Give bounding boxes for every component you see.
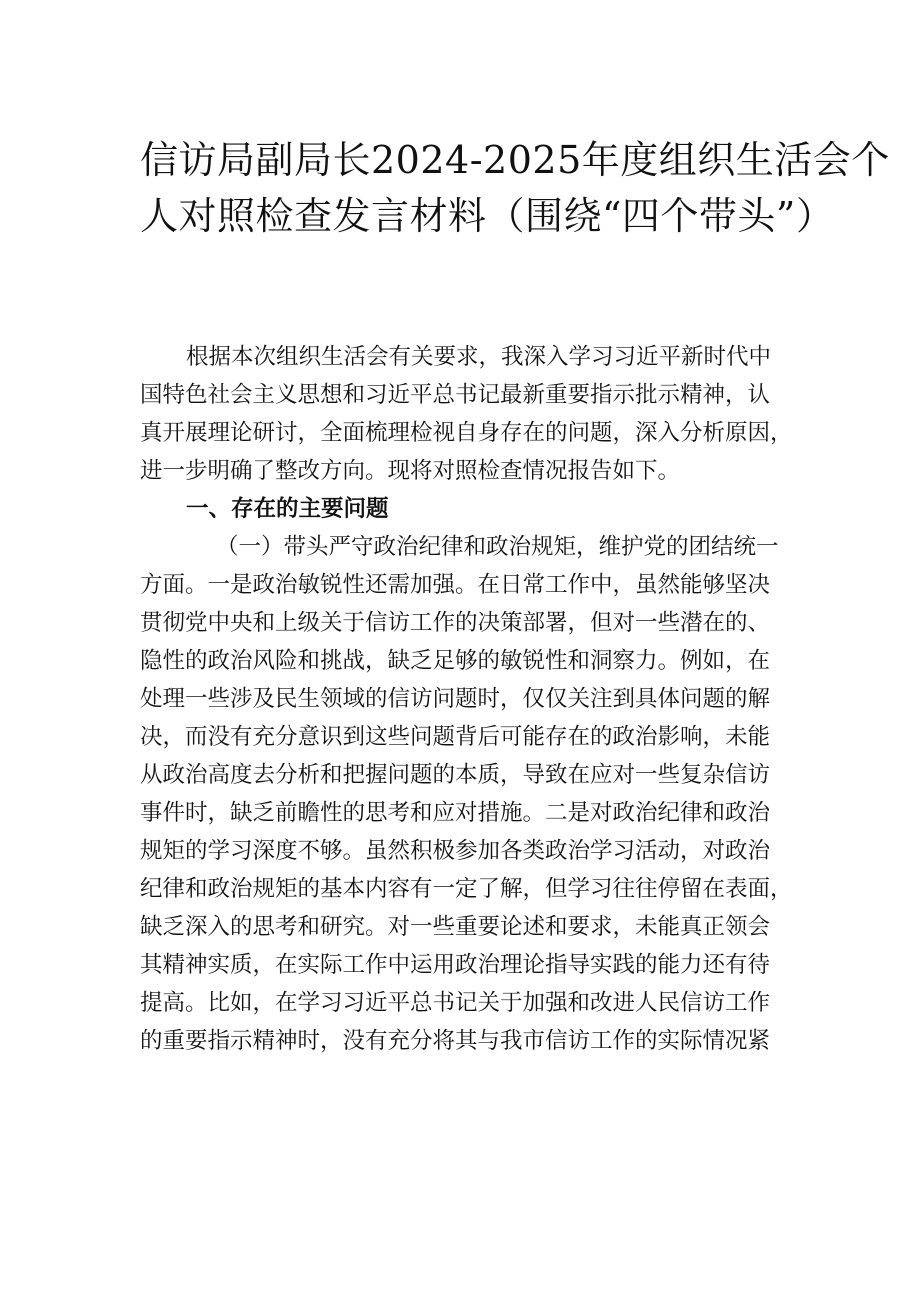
paragraph-line: 决，而没有充分意识到这些问题背后可能存在的政治影响，未能 — [140, 724, 771, 750]
paragraph-line: 处理一些涉及民生领域的信访问题时，仅仅关注到具体问题的解 — [140, 686, 771, 712]
paragraph-line: 真开展理论研讨，全面梳理检视自身存在的问题，深入分析原因， — [140, 420, 793, 446]
document-title — [140, 132, 890, 244]
paragraph-line: 的重要指示精神时，没有充分将其与我市信访工作的实际情况紧 — [140, 1028, 771, 1054]
paragraph-line: 提高。比如，在学习习近平总书记关于加强和改进人民信访工作 — [140, 990, 771, 1016]
intro-paragraph — [140, 338, 800, 490]
document-body — [140, 338, 800, 1060]
body-paragraph — [140, 528, 800, 1060]
paragraph-line: 隐性的政治风险和挑战，缺乏足够的敏锐性和洞察力。例如，在 — [140, 648, 771, 674]
section-heading: 一、存在的主要问题 — [186, 496, 389, 522]
paragraph-line: 根据本次组织生活会有关要求，我深入学习习近平新时代中 — [186, 344, 772, 370]
paragraph-line: 事件时，缺乏前瞻性的思考和应对措施。二是对政治纪律和政治 — [140, 800, 771, 826]
title-line: 信访局副局长2024-2025年度组织生活会个 — [140, 138, 890, 182]
paragraph-line: 规矩的学习深度不够。虽然积极参加各类政治学习活动，对政治 — [140, 838, 771, 864]
paragraph-line: 缺乏深入的思考和研究。对一些重要论述和要求，未能真正领会 — [140, 914, 771, 940]
paragraph-line: 其精神实质，在实际工作中运用政治理论指导实践的能力还有待 — [140, 952, 771, 978]
paragraph-line: 方面。一是政治敏锐性还需加强。在日常工作中，虽然能够坚决 — [140, 572, 771, 598]
paragraph-line: 贯彻党中央和上级关于信访工作的决策部署，但对一些潜在的、 — [140, 610, 771, 636]
paragraph-line: 国特色社会主义思想和习近平总书记最新重要指示批示精神，认 — [140, 382, 771, 408]
paragraph-line: 进一步明确了整改方向。现将对照检查情况报告如下。 — [140, 458, 681, 484]
paragraph-line: （一）带头严守政治纪律和政治规矩，维护党的团结统一 — [216, 534, 779, 560]
paragraph-line: 从政治高度去分析和把握问题的本质，导致在应对一些复杂信访 — [140, 762, 771, 788]
paragraph-line: 纪律和政治规矩的基本内容有一定了解，但学习往往停留在表面， — [140, 876, 793, 902]
title-line: 人对照检查发言材料（围绕“四个带头”） — [140, 194, 835, 238]
